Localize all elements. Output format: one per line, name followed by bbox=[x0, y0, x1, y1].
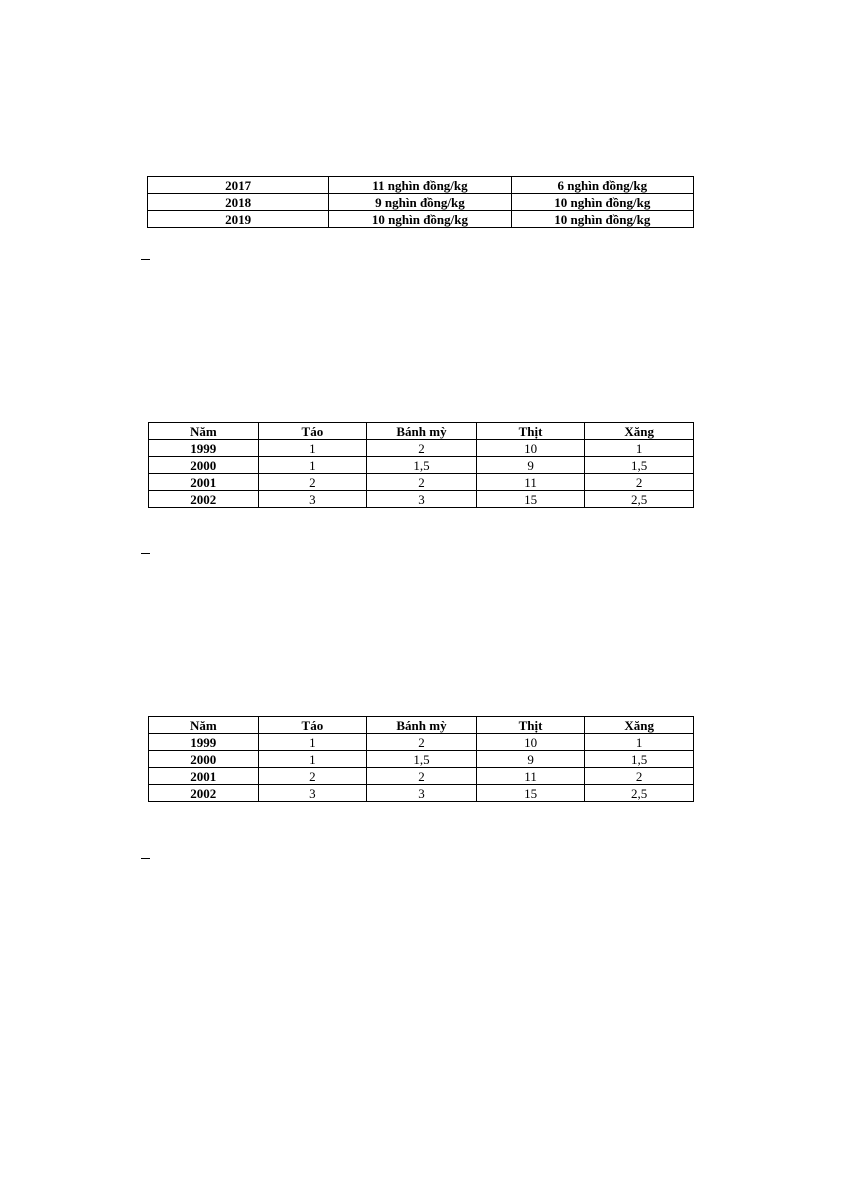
value-cell: 2 bbox=[367, 474, 477, 491]
value-cell: 2 bbox=[258, 474, 367, 491]
value-cell: 15 bbox=[476, 491, 585, 508]
value-cell: 2 bbox=[367, 734, 477, 751]
year-cell: 1999 bbox=[149, 734, 259, 751]
list-dash-marker bbox=[141, 858, 150, 859]
value-cell: 1,5 bbox=[585, 457, 694, 474]
basket-table-2 bbox=[148, 716, 694, 802]
value-cell: 2 bbox=[585, 768, 694, 785]
value-cell: 15 bbox=[476, 785, 585, 802]
year-cell: 2000 bbox=[149, 457, 259, 474]
value-cell: 3 bbox=[258, 491, 367, 508]
value-cell: 10 bbox=[476, 440, 585, 457]
year-cell: 2017 bbox=[148, 177, 329, 194]
price-cell: 6 nghìn đồng/kg bbox=[511, 177, 693, 194]
price-cell: 11 nghìn đồng/kg bbox=[329, 177, 511, 194]
value-cell: 2 bbox=[367, 440, 477, 457]
price-cell: 10 nghìn đồng/kg bbox=[511, 194, 693, 211]
table-row bbox=[149, 734, 694, 751]
price-cell: 10 nghìn đồng/kg bbox=[329, 211, 511, 228]
table-header-row bbox=[149, 717, 694, 734]
header-cell-bread: Bánh mỳ bbox=[367, 717, 477, 734]
header-cell-apple: Táo bbox=[258, 423, 367, 440]
table-row bbox=[149, 491, 694, 508]
header-cell-apple: Táo bbox=[258, 717, 367, 734]
year-cell: 2019 bbox=[148, 211, 329, 228]
value-cell: 2 bbox=[258, 768, 367, 785]
basket-table-1 bbox=[148, 422, 694, 508]
year-cell: 2018 bbox=[148, 194, 329, 211]
table-header-row bbox=[149, 423, 694, 440]
year-cell: 2002 bbox=[149, 491, 259, 508]
value-cell: 11 bbox=[476, 474, 585, 491]
value-cell: 1,5 bbox=[367, 751, 477, 768]
value-cell: 1 bbox=[258, 751, 367, 768]
table-row bbox=[148, 194, 694, 211]
year-cell: 2001 bbox=[149, 768, 259, 785]
value-cell: 1 bbox=[258, 734, 367, 751]
value-cell: 11 bbox=[476, 768, 585, 785]
header-cell-bread: Bánh mỳ bbox=[367, 423, 477, 440]
value-cell: 1,5 bbox=[585, 751, 694, 768]
value-cell: 1 bbox=[258, 440, 367, 457]
header-cell-meat: Thịt bbox=[476, 423, 585, 440]
header-cell-meat: Thịt bbox=[476, 717, 585, 734]
list-dash-marker bbox=[141, 553, 150, 554]
table-row bbox=[149, 751, 694, 768]
table-row bbox=[149, 457, 694, 474]
table-row bbox=[149, 785, 694, 802]
year-cell: 2000 bbox=[149, 751, 259, 768]
table-row bbox=[149, 440, 694, 457]
value-cell: 9 bbox=[476, 457, 585, 474]
list-dash-marker bbox=[141, 259, 150, 260]
value-cell: 2 bbox=[367, 768, 477, 785]
value-cell: 1 bbox=[258, 457, 367, 474]
value-cell: 3 bbox=[258, 785, 367, 802]
value-cell: 3 bbox=[367, 785, 477, 802]
value-cell: 10 bbox=[476, 734, 585, 751]
year-cell: 2001 bbox=[149, 474, 259, 491]
year-cell: 2002 bbox=[149, 785, 259, 802]
price-cell: 9 nghìn đồng/kg bbox=[329, 194, 511, 211]
value-cell: 9 bbox=[476, 751, 585, 768]
value-cell: 3 bbox=[367, 491, 477, 508]
value-cell: 1 bbox=[585, 440, 694, 457]
year-cell: 1999 bbox=[149, 440, 259, 457]
table-row bbox=[149, 474, 694, 491]
header-cell-gasoline: Xăng bbox=[585, 717, 694, 734]
header-cell-year: Năm bbox=[149, 717, 259, 734]
price-cell: 10 nghìn đồng/kg bbox=[511, 211, 693, 228]
value-cell: 2,5 bbox=[585, 491, 694, 508]
value-cell: 1 bbox=[585, 734, 694, 751]
value-cell: 2 bbox=[585, 474, 694, 491]
header-cell-gasoline: Xăng bbox=[585, 423, 694, 440]
header-cell-year: Năm bbox=[149, 423, 259, 440]
value-cell: 1,5 bbox=[367, 457, 477, 474]
table-row bbox=[149, 768, 694, 785]
table-row bbox=[148, 177, 694, 194]
table-row bbox=[148, 211, 694, 228]
price-table bbox=[147, 176, 694, 228]
value-cell: 2,5 bbox=[585, 785, 694, 802]
